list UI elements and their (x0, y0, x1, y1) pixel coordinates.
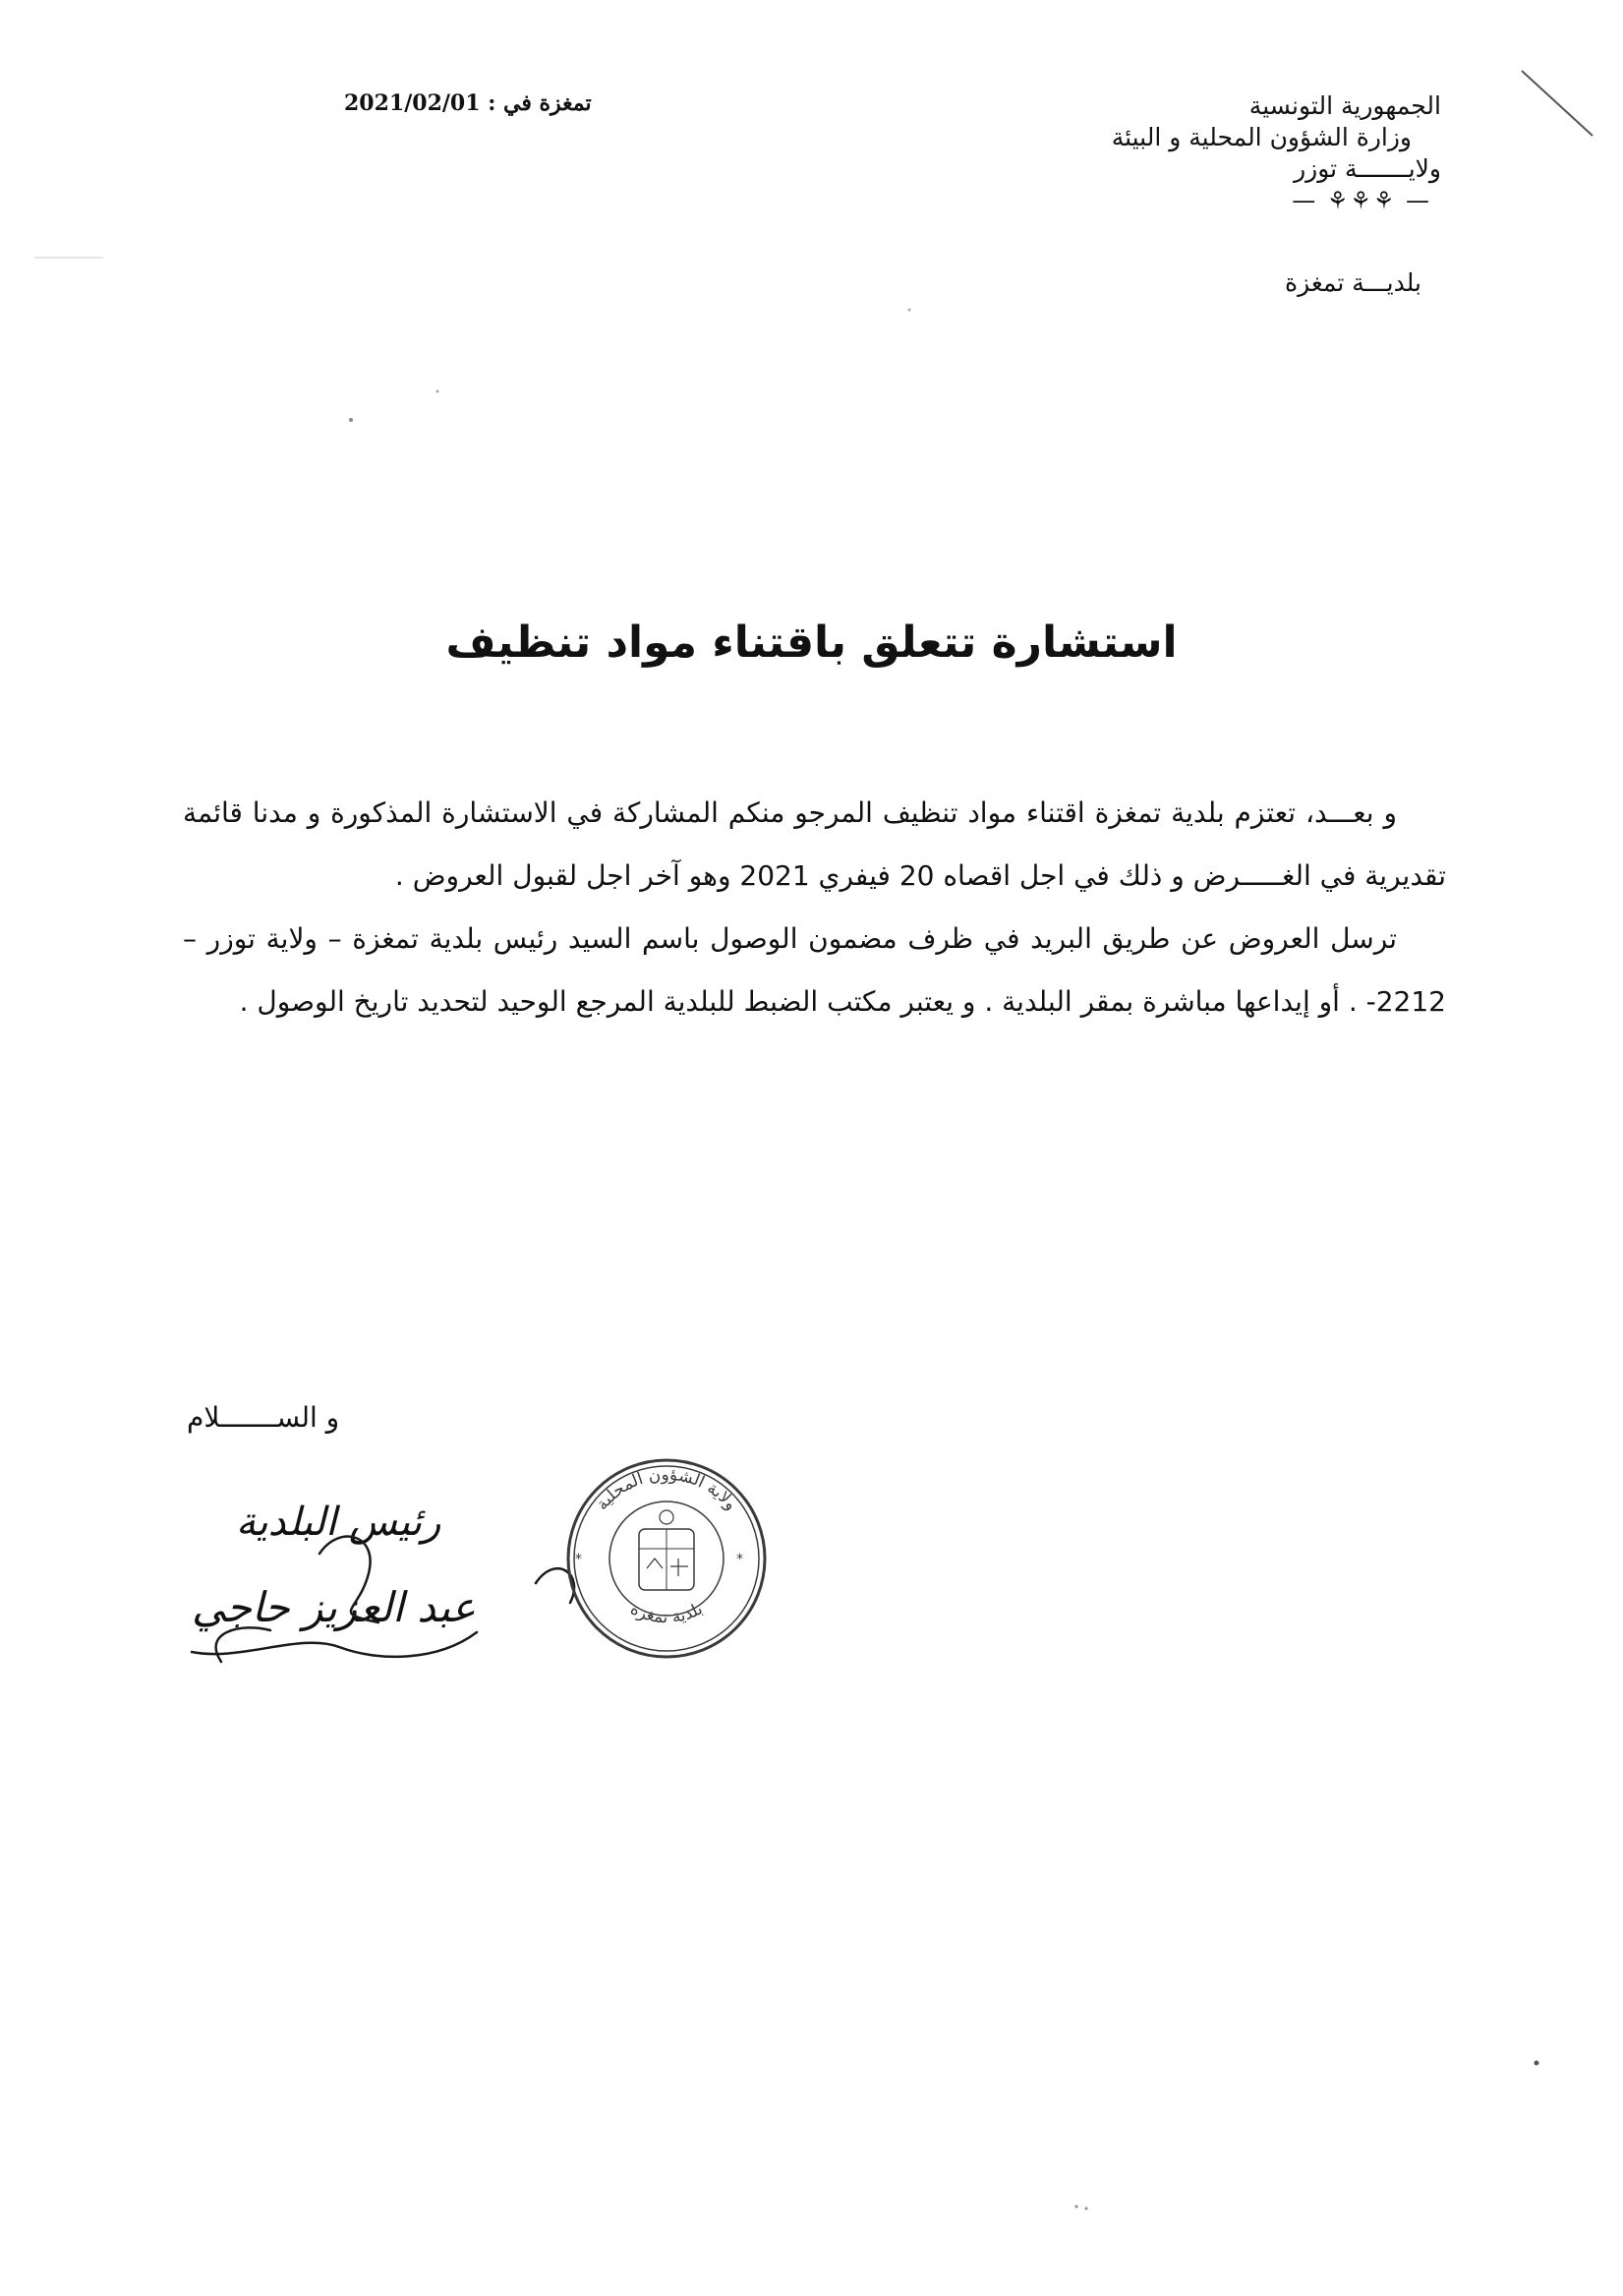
signature-scribble-icon (182, 1514, 595, 1672)
svg-text:*: * (736, 1552, 743, 1567)
svg-text:بلدية تمغزة (627, 1599, 707, 1627)
place-date (344, 90, 619, 116)
place-label: تمغزة في : (488, 90, 592, 116)
scan-dot (349, 418, 353, 422)
scan-dot (436, 390, 439, 393)
letter-date: 2021/02/01 (344, 90, 481, 116)
municipality-name: بلديـــة تمغزة (1284, 268, 1421, 297)
scan-dot (1535, 2061, 1539, 2066)
svg-text:*: * (575, 1552, 582, 1567)
letterhead-ornament: — ⚘⚘⚘ — (1292, 187, 1431, 214)
letter-body (183, 782, 1446, 1033)
scan-streak (1522, 71, 1593, 136)
ministry-name: وزارة الشؤون المحلية و البيئة (1111, 123, 1412, 151)
scan-dot (1085, 2208, 1088, 2210)
governorate-name: ولايـــــــة توزر (1294, 154, 1441, 183)
scan-dot (908, 309, 911, 312)
closing-salutation: و الســـــــلام (187, 1401, 340, 1434)
body-paragraph-2: ترسل العروض عن طريق البريد في ظرف مضمون الوصول باسم السيد رئيس بلدية تمغزة – ولاية توزر –2212- . أو إيداعها مباشرة بمقر البلدية . و يعتبر مكتب الضبط للبلدية المرجع الوحيد لتحديد تاريخ الوصول . (183, 922, 1446, 1018)
official-seal-icon (558, 1450, 775, 1667)
svg-text:ولاية الشؤون المحلية (593, 1465, 741, 1514)
scan-dot (1075, 2206, 1078, 2208)
letterhead (1028, 90, 1441, 299)
country-name: الجمهورية التونسية (1248, 91, 1441, 120)
body-paragraph-1: و بعـــد، تعتزم بلدية تمغزة اقتناء مواد تنظيف المرجو منكم المشاركة في الاستشارة المذكورة و مدنا قائمة تقديرية في الغـــــرض و ذلك في اجل اقصاه 20 فيفري 2021 وهو آخر اجل لقبول العروض . (183, 796, 1446, 892)
signatory-name: عبد العزيز حاجي (192, 1583, 476, 1631)
signatory-title: رئيس البلدية (236, 1500, 441, 1545)
seal-top-text: ولاية الشؤون المحلية (592, 1464, 741, 1515)
seal-bottom-text: بلدية تمغزة (626, 1599, 707, 1628)
document-title: استشارة تتعلق باقتناء مواد تنظيف (445, 618, 1178, 668)
